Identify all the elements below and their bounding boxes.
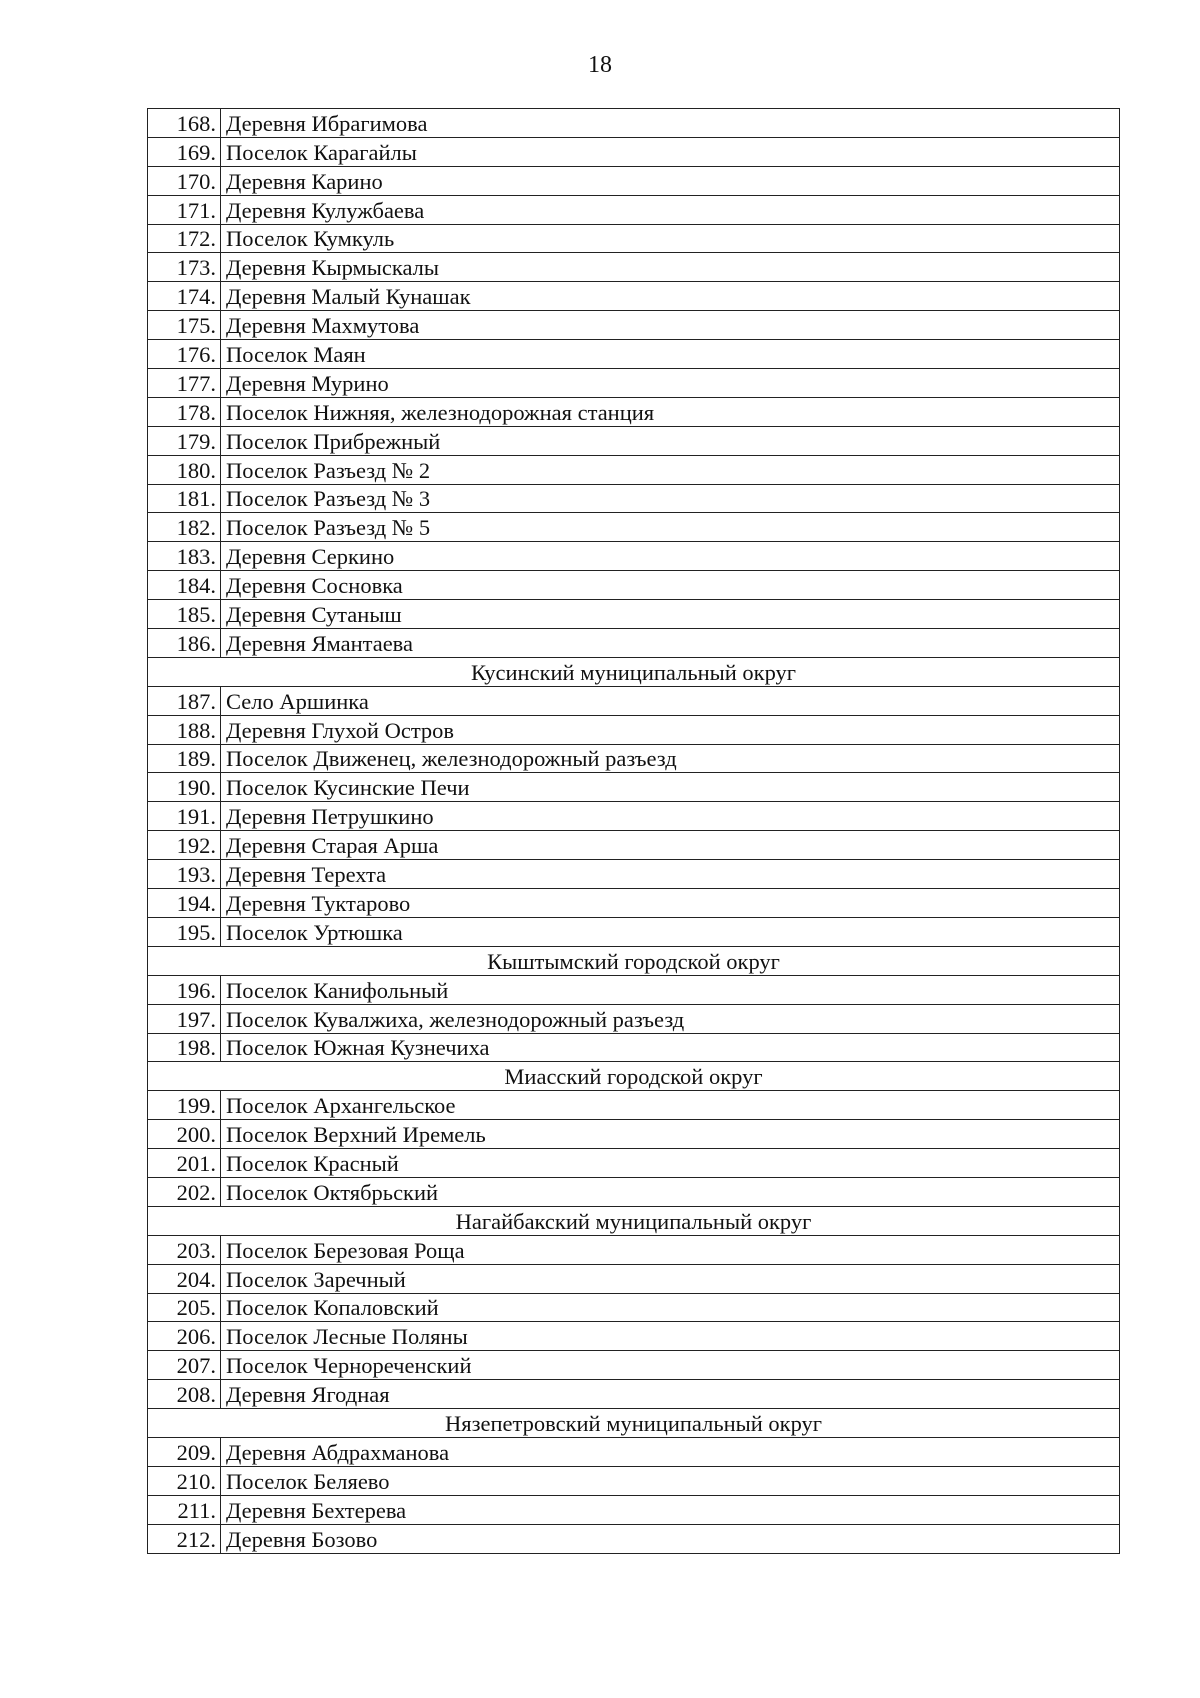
page-number: 18 bbox=[588, 52, 612, 78]
row-number: 195. bbox=[148, 917, 221, 946]
settlement-name: Поселок Лесные Поляны bbox=[221, 1322, 1120, 1351]
district-header-row bbox=[148, 1206, 1120, 1235]
row-number: 185. bbox=[148, 600, 221, 629]
row-number: 188. bbox=[148, 715, 221, 744]
settlement-name: Деревня Кулужбаева bbox=[221, 195, 1120, 224]
row-number: 169. bbox=[148, 137, 221, 166]
row-number: 183. bbox=[148, 542, 221, 571]
district-header-row bbox=[148, 1062, 1120, 1091]
settlement-name: Деревня Малый Кунашак bbox=[221, 282, 1120, 311]
row-number: 211. bbox=[148, 1495, 221, 1524]
table-row bbox=[148, 1264, 1120, 1293]
table-row bbox=[148, 195, 1120, 224]
settlement-name: Поселок Заречный bbox=[221, 1264, 1120, 1293]
settlement-name: Деревня Абдрахманова bbox=[221, 1437, 1120, 1466]
row-number: 173. bbox=[148, 253, 221, 282]
table-row bbox=[148, 224, 1120, 253]
district-name: Миасский городской округ bbox=[148, 1062, 1120, 1091]
settlement-name: Деревня Терехта bbox=[221, 860, 1120, 889]
settlement-name: Поселок Движенец, железнодорожный разъезд bbox=[221, 744, 1120, 773]
settlement-name: Поселок Беляево bbox=[221, 1466, 1120, 1495]
settlement-name: Деревня Глухой Остров bbox=[221, 715, 1120, 744]
settlement-name: Поселок Октябрьский bbox=[221, 1177, 1120, 1206]
district-header-row bbox=[148, 946, 1120, 975]
table-row bbox=[148, 1149, 1120, 1178]
row-number: 179. bbox=[148, 426, 221, 455]
settlement-name: Поселок Разъезд № 2 bbox=[221, 455, 1120, 484]
settlement-name: Деревня Старая Арша bbox=[221, 831, 1120, 860]
table-row bbox=[148, 600, 1120, 629]
table-row bbox=[148, 1091, 1120, 1120]
row-number: 209. bbox=[148, 1437, 221, 1466]
table-row bbox=[148, 802, 1120, 831]
row-number: 203. bbox=[148, 1235, 221, 1264]
district-name: Нагайбакский муниципальный округ bbox=[148, 1206, 1120, 1235]
table-row bbox=[148, 426, 1120, 455]
settlement-name: Деревня Бозово bbox=[221, 1524, 1120, 1553]
table-row bbox=[148, 1524, 1120, 1553]
settlement-name: Поселок Канифольный bbox=[221, 975, 1120, 1004]
table-row bbox=[148, 109, 1120, 138]
settlement-name: Деревня Ибрагимова bbox=[221, 109, 1120, 138]
table-row bbox=[148, 571, 1120, 600]
settlement-name: Село Аршинка bbox=[221, 686, 1120, 715]
settlement-name: Поселок Маян bbox=[221, 340, 1120, 369]
table-row bbox=[148, 686, 1120, 715]
settlement-name: Поселок Разъезд № 3 bbox=[221, 484, 1120, 513]
settlement-name: Деревня Ямантаева bbox=[221, 629, 1120, 658]
table-row bbox=[148, 1322, 1120, 1351]
table-row bbox=[148, 397, 1120, 426]
row-number: 170. bbox=[148, 166, 221, 195]
row-number: 192. bbox=[148, 831, 221, 860]
settlement-name: Деревня Сутаныш bbox=[221, 600, 1120, 629]
table-row bbox=[148, 455, 1120, 484]
table-row bbox=[148, 889, 1120, 918]
table-row bbox=[148, 1033, 1120, 1062]
row-number: 176. bbox=[148, 340, 221, 369]
table-row bbox=[148, 1380, 1120, 1409]
settlement-name: Поселок Южная Кузнечиха bbox=[221, 1033, 1120, 1062]
row-number: 191. bbox=[148, 802, 221, 831]
settlement-name: Деревня Мурино bbox=[221, 369, 1120, 398]
table-row bbox=[148, 1177, 1120, 1206]
settlement-name: Деревня Туктарово bbox=[221, 889, 1120, 918]
table-row bbox=[148, 831, 1120, 860]
settlement-name: Поселок Прибрежный bbox=[221, 426, 1120, 455]
row-number: 181. bbox=[148, 484, 221, 513]
row-number: 212. bbox=[148, 1524, 221, 1553]
table-row bbox=[148, 1293, 1120, 1322]
table-row bbox=[148, 1351, 1120, 1380]
settlement-name: Деревня Серкино bbox=[221, 542, 1120, 571]
row-number: 202. bbox=[148, 1177, 221, 1206]
table-row bbox=[148, 975, 1120, 1004]
table-row bbox=[148, 311, 1120, 340]
settlement-name: Деревня Махмутова bbox=[221, 311, 1120, 340]
settlement-name: Поселок Карагайлы bbox=[221, 137, 1120, 166]
district-name: Кусинский муниципальный округ bbox=[148, 657, 1120, 686]
row-number: 186. bbox=[148, 629, 221, 658]
table-row bbox=[148, 917, 1120, 946]
row-number: 205. bbox=[148, 1293, 221, 1322]
table-row bbox=[148, 542, 1120, 571]
settlement-name: Деревня Петрушкино bbox=[221, 802, 1120, 831]
row-number: 206. bbox=[148, 1322, 221, 1351]
row-number: 171. bbox=[148, 195, 221, 224]
settlements-table bbox=[147, 108, 1120, 1554]
table-row bbox=[148, 369, 1120, 398]
settlement-name: Поселок Кусинские Печи bbox=[221, 773, 1120, 802]
district-header-row bbox=[148, 657, 1120, 686]
settlement-name: Поселок Копаловский bbox=[221, 1293, 1120, 1322]
row-number: 198. bbox=[148, 1033, 221, 1062]
settlement-name: Поселок Нижняя, железнодорожная станция bbox=[221, 397, 1120, 426]
row-number: 196. bbox=[148, 975, 221, 1004]
table-row bbox=[148, 513, 1120, 542]
row-number: 178. bbox=[148, 397, 221, 426]
settlement-name: Поселок Кувалжиха, железнодорожный разъезд bbox=[221, 1004, 1120, 1033]
row-number: 189. bbox=[148, 744, 221, 773]
settlement-name: Поселок Чернореченский bbox=[221, 1351, 1120, 1380]
table-row bbox=[148, 1495, 1120, 1524]
district-header-row bbox=[148, 1409, 1120, 1438]
row-number: 182. bbox=[148, 513, 221, 542]
row-number: 207. bbox=[148, 1351, 221, 1380]
settlement-name: Деревня Ягодная bbox=[221, 1380, 1120, 1409]
table-row bbox=[148, 1466, 1120, 1495]
table-row bbox=[148, 137, 1120, 166]
settlement-name: Поселок Архангельское bbox=[221, 1091, 1120, 1120]
settlement-name: Деревня Сосновка bbox=[221, 571, 1120, 600]
row-number: 184. bbox=[148, 571, 221, 600]
row-number: 193. bbox=[148, 860, 221, 889]
settlement-name: Деревня Бехтерева bbox=[221, 1495, 1120, 1524]
row-number: 201. bbox=[148, 1149, 221, 1178]
row-number: 190. bbox=[148, 773, 221, 802]
table-row bbox=[148, 860, 1120, 889]
table-row bbox=[148, 340, 1120, 369]
table-row bbox=[148, 1120, 1120, 1149]
table-row bbox=[148, 773, 1120, 802]
district-name: Нязепетровский муниципальный округ bbox=[148, 1409, 1120, 1438]
row-number: 174. bbox=[148, 282, 221, 311]
row-number: 187. bbox=[148, 686, 221, 715]
settlement-name: Поселок Березовая Роща bbox=[221, 1235, 1120, 1264]
table-row bbox=[148, 744, 1120, 773]
row-number: 208. bbox=[148, 1380, 221, 1409]
row-number: 175. bbox=[148, 311, 221, 340]
row-number: 180. bbox=[148, 455, 221, 484]
row-number: 210. bbox=[148, 1466, 221, 1495]
district-name: Кыштымский городской округ bbox=[148, 946, 1120, 975]
table-row bbox=[148, 282, 1120, 311]
table-row bbox=[148, 484, 1120, 513]
row-number: 204. bbox=[148, 1264, 221, 1293]
row-number: 197. bbox=[148, 1004, 221, 1033]
table-row bbox=[148, 715, 1120, 744]
table-row bbox=[148, 166, 1120, 195]
settlement-name: Поселок Кумкуль bbox=[221, 224, 1120, 253]
settlement-name: Поселок Красный bbox=[221, 1149, 1120, 1178]
settlement-name: Поселок Разъезд № 5 bbox=[221, 513, 1120, 542]
row-number: 194. bbox=[148, 889, 221, 918]
table-row bbox=[148, 629, 1120, 658]
settlement-name: Деревня Кырмыскалы bbox=[221, 253, 1120, 282]
table-row bbox=[148, 1235, 1120, 1264]
table-row bbox=[148, 253, 1120, 282]
settlement-name: Деревня Карино bbox=[221, 166, 1120, 195]
settlement-name: Поселок Верхний Иремель bbox=[221, 1120, 1120, 1149]
row-number: 168. bbox=[148, 109, 221, 138]
row-number: 172. bbox=[148, 224, 221, 253]
table-row bbox=[148, 1437, 1120, 1466]
settlements-table-body bbox=[148, 109, 1120, 1554]
row-number: 200. bbox=[148, 1120, 221, 1149]
settlement-name: Поселок Уртюшка bbox=[221, 917, 1120, 946]
row-number: 199. bbox=[148, 1091, 221, 1120]
row-number: 177. bbox=[148, 369, 221, 398]
table-row bbox=[148, 1004, 1120, 1033]
